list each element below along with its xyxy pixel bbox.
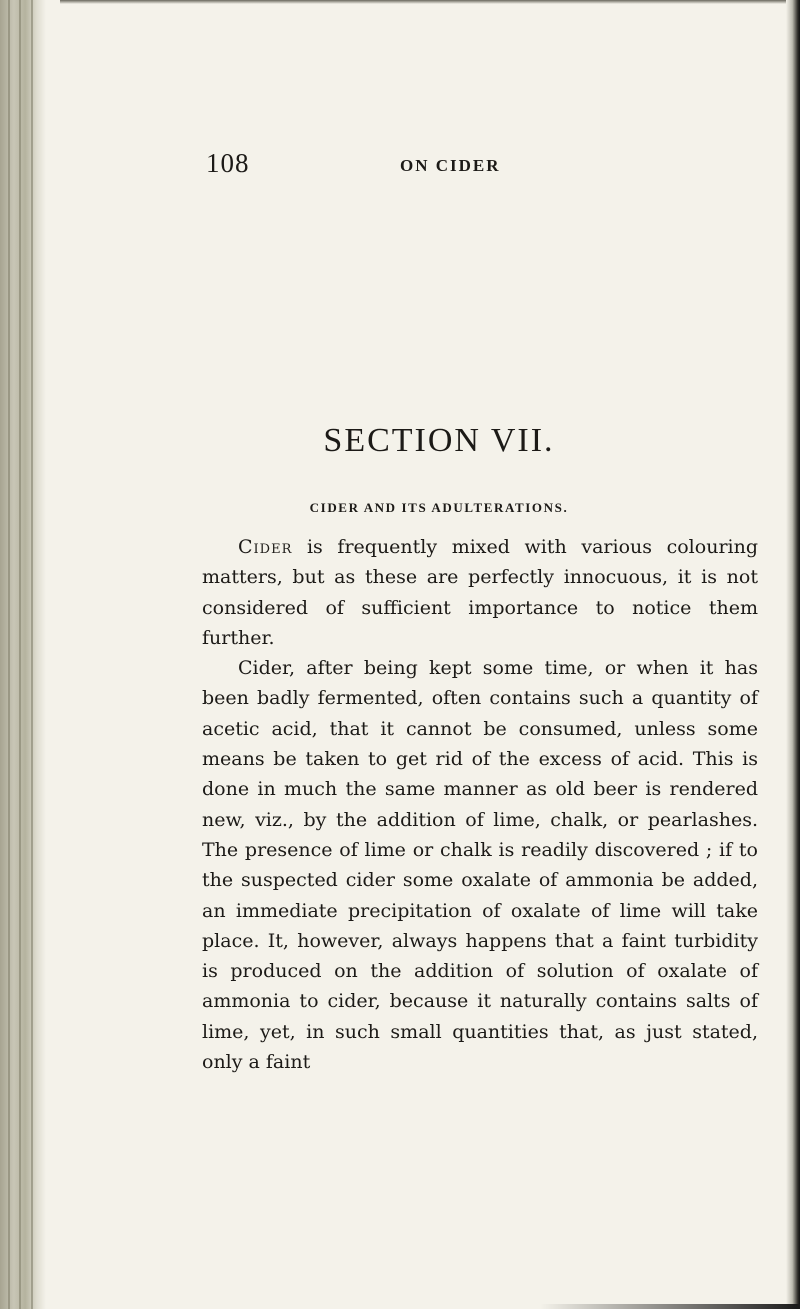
- top-page-edge: [60, 0, 800, 4]
- paragraph-text: is frequently mixed with various colouring matters, but as these are perfectly innocuous, it is not considered of sufficient importance to notice them further.: [202, 536, 758, 649]
- section-title: SECTION VII.: [323, 422, 555, 459]
- body-text: [202, 532, 758, 1077]
- book-spine-shadow: [0, 0, 46, 1309]
- lead-word: Cider: [238, 536, 293, 558]
- bottom-page-edge: [540, 1304, 800, 1309]
- spine-line: [8, 0, 10, 1309]
- paragraph: Cider, after being kept some time, or when it has been badly fermented, often contains such a quantity of acetic acid, that it cannot be consumed, unless some means be taken to get rid of the excess of acid. This is done in much the same manner as old beer is rendered new, viz., by the addition of lime, chalk, or pearlashes. The presence of lime or chalk is readily discovered ; if to the suspected cider some oxalate of ammonia be added, an immediate precipitation of oxalate of lime will take place. It, however, always happens that a faint turbidity is produced on the addition of solution of oxalate of ammonia to cider, because it naturally contains salts of lime, yet, in such small quantities that, as just stated, only a faint: [202, 657, 758, 1074]
- section-subtitle: CIDER AND ITS ADULTERATIONS.: [309, 500, 569, 515]
- spine-line: [31, 0, 33, 1309]
- paragraph: [202, 532, 758, 653]
- running-head: ON CIDER: [400, 156, 501, 175]
- right-page-edge: [786, 0, 800, 1309]
- spine-line: [19, 0, 21, 1309]
- page-number: 108: [206, 148, 250, 178]
- page-header: [0, 148, 800, 188]
